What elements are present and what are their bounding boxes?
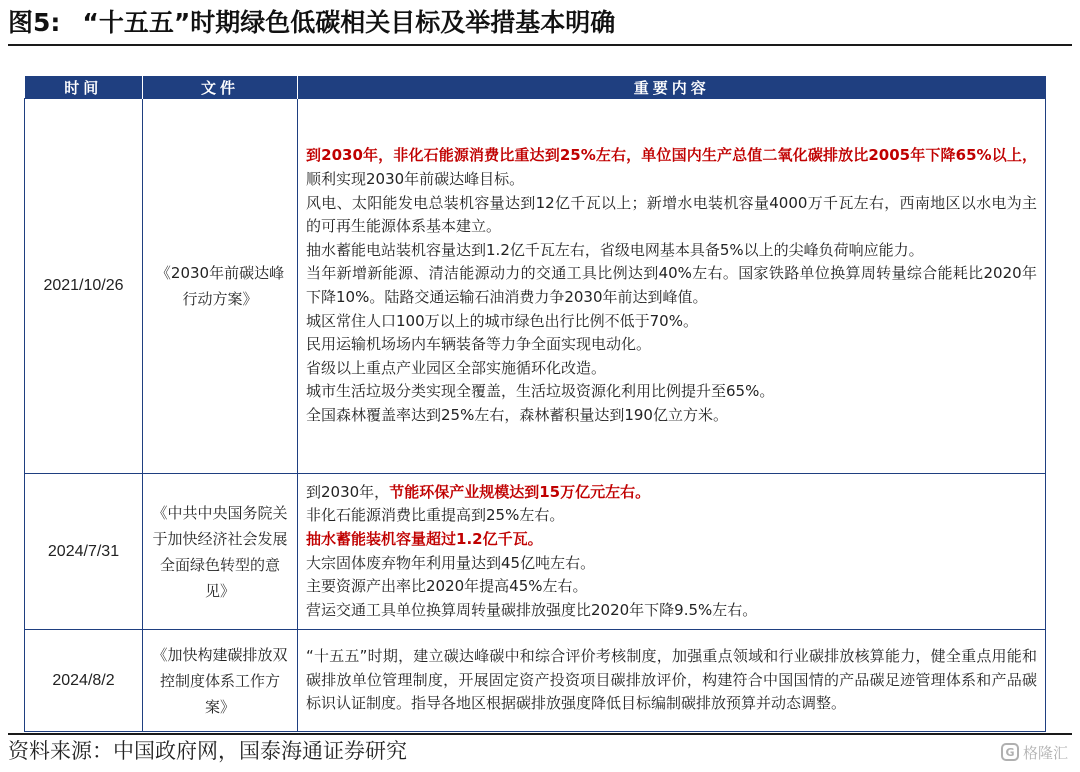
highlight-text: 抽水蓄能装机容量超过1.2亿千瓦。 bbox=[306, 529, 543, 548]
content-item: 城区常住人口100万以上的城市绿色出行比例不低于70%。 bbox=[306, 311, 698, 330]
content-item: 全国森林覆盖率达到25%左右，森林蓄积量达到190亿立方米。 bbox=[306, 405, 728, 424]
header-time: 时间 bbox=[25, 76, 143, 99]
table-row bbox=[25, 630, 1046, 732]
row-document: 《2030年前碳达峰行动方案》 bbox=[143, 99, 298, 474]
row-content bbox=[298, 99, 1046, 474]
highlight-text: 到2030年，非化石能源消费比重达到25%左右，单位国内生产总值二氧化碳排放比2005年下降65%以上， bbox=[306, 146, 1037, 165]
content-item: 抽水蓄能电站装机容量达到1.2亿千瓦左右，省级电网基本具备5%以上的尖峰负荷响应能力。 bbox=[306, 240, 924, 259]
watermark bbox=[1001, 738, 1068, 766]
watermark-logo-icon: G bbox=[1001, 743, 1019, 761]
content-item: 省级以上重点产业园区全部实施循环化改造。 bbox=[306, 358, 607, 377]
content-item: 营运交通工具单位换算周转量碳排放强度比2020年下降9.5%左右。 bbox=[306, 600, 758, 619]
table-header-row bbox=[25, 76, 1046, 99]
title-divider bbox=[8, 44, 1072, 46]
row-date: 2021/10/26 bbox=[25, 99, 143, 474]
table-row bbox=[25, 474, 1046, 630]
content-item: 非化石能源消费比重提高到25%左右。 bbox=[306, 506, 565, 525]
content-item: 到2030年，非化石能源消费比重达到25%左右，单位国内生产总值二氧化碳排放比2005年下降65%以上，顺利实现2030年前碳达峰目标。 bbox=[306, 146, 1037, 189]
content-item: 当年新增新能源、清洁能源动力的交通工具比例达到40%左右。国家铁路单位换算周转量综合能耗比2020年下降10%。陆路交通运输石油消费力争2030年前达到峰值。 bbox=[306, 264, 1037, 306]
figure-title-text: “十五五”时期绿色低碳相关目标及举措基本明确 bbox=[82, 8, 616, 37]
content-item: 城市生活垃圾分类实现全覆盖，生活垃圾资源化利用比例提升至65%。 bbox=[306, 382, 775, 401]
header-document: 文件 bbox=[143, 76, 298, 99]
row-date: 2024/8/2 bbox=[25, 630, 143, 732]
content-item: 民用运输机场场内车辆装备等力争全面实现电动化。 bbox=[306, 335, 652, 354]
content-item bbox=[306, 528, 1037, 552]
highlight-text: 节能环保产业规模达到15万亿元左右。 bbox=[389, 482, 651, 501]
content-item: 主要资源产出率比2020年提高45%左右。 bbox=[306, 577, 588, 596]
content-item: 大宗固体废弃物年利用量达到45亿吨左右。 bbox=[306, 553, 596, 572]
figure-number: 图5: bbox=[8, 8, 61, 37]
footer-divider bbox=[8, 733, 1072, 735]
source-note: 资料来源：中国政府网，国泰海通证券研究 bbox=[8, 739, 407, 763]
header-content: 重要内容 bbox=[298, 76, 1046, 99]
content-item: 到2030年，节能环保产业规模达到15万亿元左右。 bbox=[306, 482, 651, 501]
policy-table bbox=[24, 76, 1046, 732]
content-item: 风电、太阳能发电总装机容量达到12亿千瓦以上；新增水电装机容量4000万千瓦左右，西南地区以水电为主的可再生能源体系基本建立。 bbox=[306, 193, 1037, 236]
row-document: 《加快构建碳排放双控制度体系工作方案》 bbox=[143, 630, 298, 732]
row-content bbox=[298, 630, 1046, 732]
figure-title bbox=[8, 6, 1072, 40]
row-document: 《中共中央国务院关于加快经济社会发展全面绿色转型的意见》 bbox=[143, 474, 298, 630]
row-content bbox=[298, 474, 1046, 630]
watermark-text: 格隆汇 bbox=[1022, 743, 1068, 762]
row-date: 2024/7/31 bbox=[25, 474, 143, 630]
content-item: “十五五”时期，建立碳达峰碳中和综合评价考核制度，加强重点领域和行业碳排放核算能力，健全重点用能和碳排放单位管理制度，开展固定资产投资项目碳排放评价，构建符合中国国情的产品碳足迹管理体系和产品碳标识认证制度。指导各地区根据碳排放强度降低目标编制碳排放预算并动态调整。 bbox=[306, 647, 1037, 713]
table-row bbox=[25, 99, 1046, 474]
